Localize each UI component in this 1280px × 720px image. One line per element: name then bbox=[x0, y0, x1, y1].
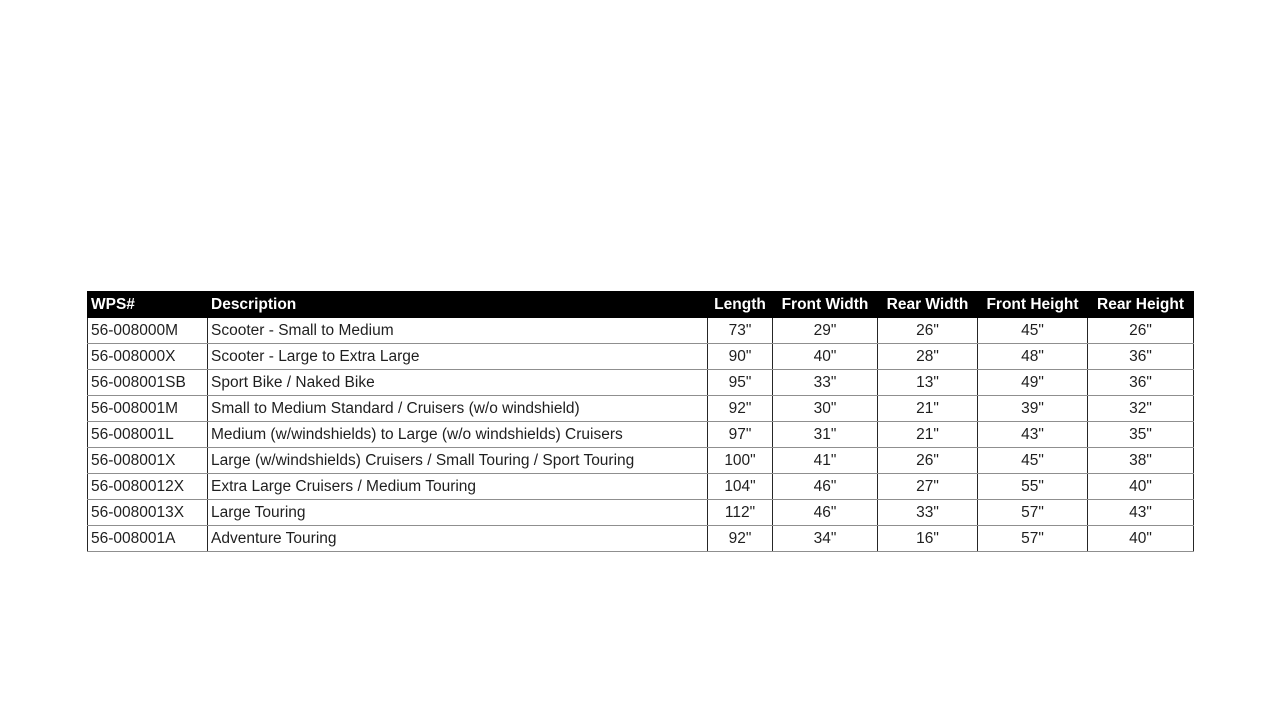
cell-front-width: 30" bbox=[773, 396, 878, 422]
cell-length: 92" bbox=[708, 526, 773, 552]
cell-rear-height: 43" bbox=[1088, 500, 1194, 526]
cell-front-width: 40" bbox=[773, 344, 878, 370]
cell-description: Sport Bike / Naked Bike bbox=[208, 370, 708, 396]
table-row bbox=[88, 474, 1194, 500]
cell-length: 100" bbox=[708, 448, 773, 474]
cell-front-height: 39" bbox=[978, 396, 1088, 422]
cell-front-width: 46" bbox=[773, 474, 878, 500]
cell-length: 73" bbox=[708, 318, 773, 344]
table-body bbox=[88, 318, 1194, 552]
column-header-length: Length bbox=[708, 292, 773, 318]
table-row bbox=[88, 422, 1194, 448]
column-header-front-width: Front Width bbox=[773, 292, 878, 318]
cell-length: 104" bbox=[708, 474, 773, 500]
cell-rear-width: 16" bbox=[878, 526, 978, 552]
cell-description: Scooter - Large to Extra Large bbox=[208, 344, 708, 370]
cell-front-height: 57" bbox=[978, 526, 1088, 552]
table-row bbox=[88, 344, 1194, 370]
cell-wps: 56-008001A bbox=[88, 526, 208, 552]
cell-description: Large Touring bbox=[208, 500, 708, 526]
cell-front-height: 57" bbox=[978, 500, 1088, 526]
cell-front-height: 49" bbox=[978, 370, 1088, 396]
cell-rear-height: 40" bbox=[1088, 526, 1194, 552]
cell-rear-width: 26" bbox=[878, 318, 978, 344]
table-row bbox=[88, 318, 1194, 344]
cell-front-height: 48" bbox=[978, 344, 1088, 370]
cell-front-width: 46" bbox=[773, 500, 878, 526]
cell-rear-width: 26" bbox=[878, 448, 978, 474]
cell-rear-height: 32" bbox=[1088, 396, 1194, 422]
cell-front-width: 33" bbox=[773, 370, 878, 396]
cell-rear-width: 21" bbox=[878, 396, 978, 422]
table-row bbox=[88, 396, 1194, 422]
cell-rear-height: 36" bbox=[1088, 370, 1194, 396]
table-row bbox=[88, 448, 1194, 474]
table-header-row bbox=[88, 292, 1194, 318]
cell-front-width: 41" bbox=[773, 448, 878, 474]
cell-rear-width: 13" bbox=[878, 370, 978, 396]
cell-rear-height: 35" bbox=[1088, 422, 1194, 448]
cell-front-height: 45" bbox=[978, 318, 1088, 344]
cell-front-width: 29" bbox=[773, 318, 878, 344]
table-header bbox=[88, 292, 1194, 318]
column-header-wps: WPS# bbox=[88, 292, 208, 318]
cell-front-width: 34" bbox=[773, 526, 878, 552]
cell-rear-width: 28" bbox=[878, 344, 978, 370]
cell-description: Extra Large Cruisers / Medium Touring bbox=[208, 474, 708, 500]
cell-description: Large (w/windshields) Cruisers / Small Touring / Sport Touring bbox=[208, 448, 708, 474]
cell-wps: 56-008001M bbox=[88, 396, 208, 422]
cell-wps: 56-008001L bbox=[88, 422, 208, 448]
table-row bbox=[88, 526, 1194, 552]
column-header-description: Description bbox=[208, 292, 708, 318]
cell-description: Medium (w/windshields) to Large (w/o windshields) Cruisers bbox=[208, 422, 708, 448]
cell-description: Scooter - Small to Medium bbox=[208, 318, 708, 344]
cell-front-height: 45" bbox=[978, 448, 1088, 474]
cell-description: Small to Medium Standard / Cruisers (w/o windshield) bbox=[208, 396, 708, 422]
cell-description: Adventure Touring bbox=[208, 526, 708, 552]
cell-length: 97" bbox=[708, 422, 773, 448]
cell-length: 90" bbox=[708, 344, 773, 370]
cell-wps: 56-008001SB bbox=[88, 370, 208, 396]
cell-length: 92" bbox=[708, 396, 773, 422]
column-header-rear-width: Rear Width bbox=[878, 292, 978, 318]
cell-rear-height: 38" bbox=[1088, 448, 1194, 474]
cell-front-height: 55" bbox=[978, 474, 1088, 500]
column-header-front-height: Front Height bbox=[978, 292, 1088, 318]
cell-wps: 56-0080012X bbox=[88, 474, 208, 500]
cell-wps: 56-008000X bbox=[88, 344, 208, 370]
cell-rear-height: 40" bbox=[1088, 474, 1194, 500]
cell-rear-height: 36" bbox=[1088, 344, 1194, 370]
cell-front-width: 31" bbox=[773, 422, 878, 448]
cell-rear-width: 33" bbox=[878, 500, 978, 526]
table-row bbox=[88, 370, 1194, 396]
cell-rear-width: 27" bbox=[878, 474, 978, 500]
cell-rear-height: 26" bbox=[1088, 318, 1194, 344]
table-row bbox=[88, 500, 1194, 526]
cell-length: 112" bbox=[708, 500, 773, 526]
cell-wps: 56-0080013X bbox=[88, 500, 208, 526]
cell-length: 95" bbox=[708, 370, 773, 396]
cell-rear-width: 21" bbox=[878, 422, 978, 448]
column-header-rear-height: Rear Height bbox=[1088, 292, 1194, 318]
cell-front-height: 43" bbox=[978, 422, 1088, 448]
cell-wps: 56-008001X bbox=[88, 448, 208, 474]
motorcycle-cover-size-table bbox=[87, 291, 1194, 552]
cell-wps: 56-008000M bbox=[88, 318, 208, 344]
